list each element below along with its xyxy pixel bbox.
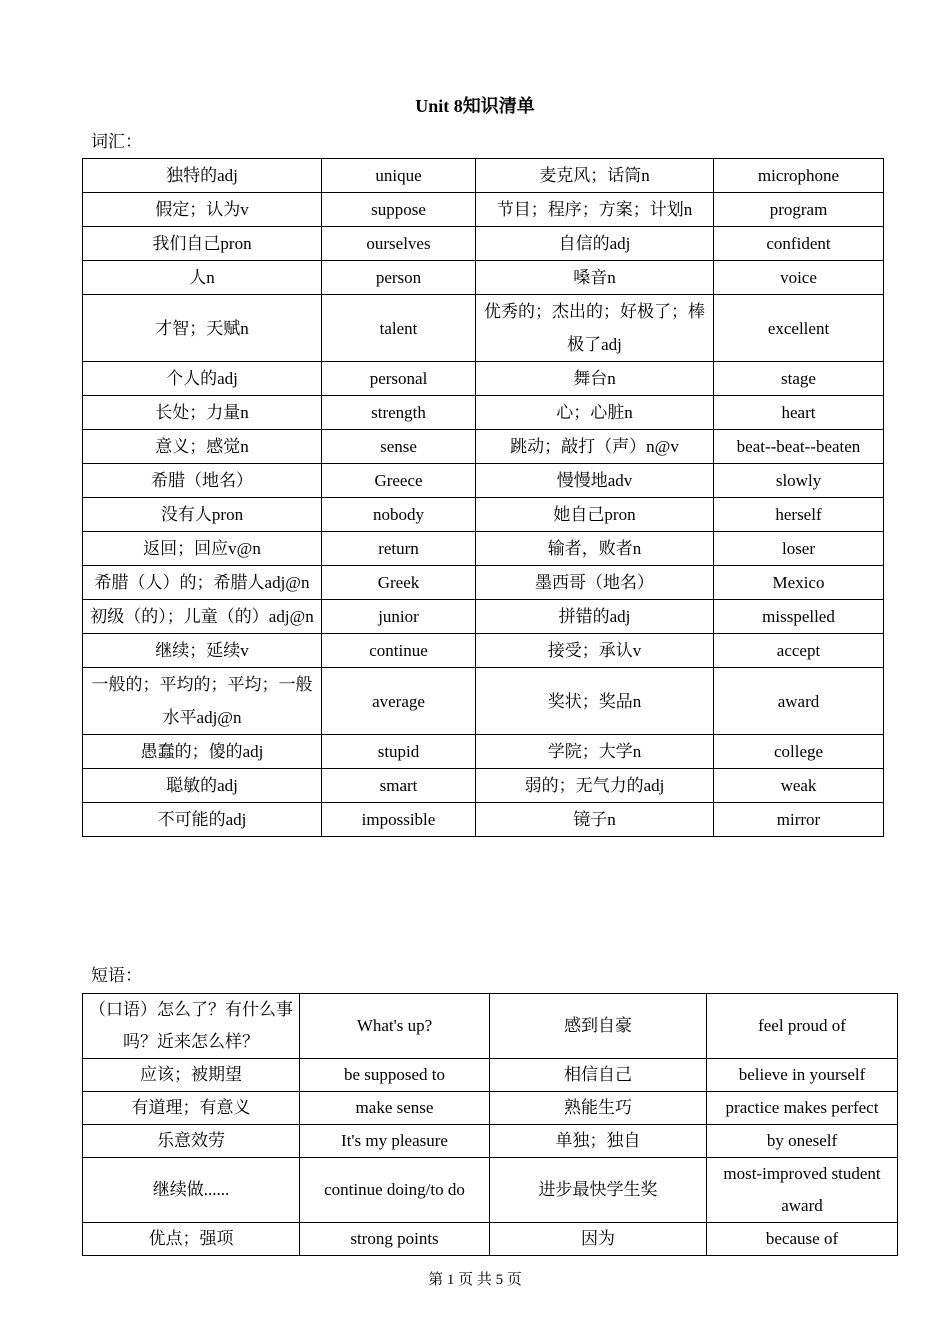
table-cell-cn-term: 乐意效劳: [83, 1125, 300, 1158]
table-cell-cn-term: 镜子n: [476, 803, 714, 837]
table-cell-cn-term: 自信的adj: [476, 227, 714, 261]
vocab-row: [83, 769, 884, 803]
table-cell-en-term: accept: [714, 634, 884, 668]
table-cell-cn-term: 返回；回应v@n: [83, 532, 322, 566]
table-cell-cn-term: 长处；力量n: [83, 396, 322, 430]
table-cell-en-term: be supposed to: [300, 1059, 490, 1092]
table-cell-en-term: What's up?: [300, 994, 490, 1059]
table-cell-en-term: Greece: [322, 464, 476, 498]
table-cell-en-term: ourselves: [322, 227, 476, 261]
vocab-row: [83, 464, 884, 498]
vocab-row: [83, 566, 884, 600]
table-cell-cn-term: 人n: [83, 261, 322, 295]
table-cell-en-term: college: [714, 735, 884, 769]
vocab-row: [83, 159, 884, 193]
table-cell-en-term: junior: [322, 600, 476, 634]
table-cell-en-term: believe in yourself: [707, 1059, 898, 1092]
table-cell-cn-term: 独特的adj: [83, 159, 322, 193]
table-cell-cn-term: 有道理；有意义: [83, 1092, 300, 1125]
table-cell-cn-term: 奖状；奖品n: [476, 668, 714, 735]
table-cell-cn-term: 慢慢地adv: [476, 464, 714, 498]
phrase-row: [83, 1158, 898, 1223]
vocab-row: [83, 498, 884, 532]
table-cell-cn-term: 熟能生巧: [490, 1092, 707, 1125]
page-title: Unit 8知识清单: [415, 96, 535, 116]
vocab-row: [83, 295, 884, 362]
table-cell-en-term: nobody: [322, 498, 476, 532]
vocab-row: [83, 227, 884, 261]
table-cell-en-term: excellent: [714, 295, 884, 362]
table-cell-en-term: program: [714, 193, 884, 227]
table-cell-en-term: suppose: [322, 193, 476, 227]
table-cell-en-term: confident: [714, 227, 884, 261]
table-cell-en-term: unique: [322, 159, 476, 193]
table-cell-en-term: personal: [322, 362, 476, 396]
vocab-section-label: 词汇：: [91, 132, 142, 151]
table-cell-en-term: misspelled: [714, 600, 884, 634]
table-cell-en-term: It's my pleasure: [300, 1125, 490, 1158]
phrase-row: [83, 1223, 898, 1256]
table-cell-en-term: Mexico: [714, 566, 884, 600]
table-cell-en-term: loser: [714, 532, 884, 566]
table-cell-en-term: impossible: [322, 803, 476, 837]
table-cell-cn-term: 优点；强项: [83, 1223, 300, 1256]
table-cell-cn-term: 意义；感觉n: [83, 430, 322, 464]
table-cell-en-term: strength: [322, 396, 476, 430]
table-cell-en-term: beat--beat--beaten: [714, 430, 884, 464]
table-cell-cn-term: 初级（的）；儿童（的）adj@n: [83, 600, 322, 634]
table-cell-en-term: because of: [707, 1223, 898, 1256]
table-cell-cn-term: 节目；程序；方案；计划n: [476, 193, 714, 227]
table-cell-cn-term: 聪敏的adj: [83, 769, 322, 803]
table-cell-cn-term: 不可能的adj: [83, 803, 322, 837]
table-cell-cn-term: 假定；认为v: [83, 193, 322, 227]
table-cell-en-term: smart: [322, 769, 476, 803]
table-cell-en-term: heart: [714, 396, 884, 430]
vocab-row: [83, 261, 884, 295]
table-cell-en-term: voice: [714, 261, 884, 295]
table-cell-en-term: strong points: [300, 1223, 490, 1256]
table-cell-cn-term: 弱的；无气力的adj: [476, 769, 714, 803]
vocab-row: [83, 396, 884, 430]
table-cell-cn-term: 她自己pron: [476, 498, 714, 532]
vocab-row: [83, 600, 884, 634]
table-cell-en-term: mirror: [714, 803, 884, 837]
table-cell-en-term: talent: [322, 295, 476, 362]
table-cell-en-term: award: [714, 668, 884, 735]
table-cell-cn-term: 继续做......: [83, 1158, 300, 1223]
page-footer: 第 1 页 共 5 页: [428, 1272, 522, 1288]
table-cell-en-term: practice makes perfect: [707, 1092, 898, 1125]
table-cell-en-term: microphone: [714, 159, 884, 193]
table-cell-en-term: sense: [322, 430, 476, 464]
table-cell-en-term: by oneself: [707, 1125, 898, 1158]
table-cell-cn-term: 个人的adj: [83, 362, 322, 396]
table-cell-en-term: person: [322, 261, 476, 295]
table-cell-en-term: Greek: [322, 566, 476, 600]
table-cell-cn-term: 希腊（地名）: [83, 464, 322, 498]
table-cell-cn-term: 墨西哥（地名）: [476, 566, 714, 600]
table-cell-en-term: feel proud of: [707, 994, 898, 1059]
table-cell-en-term: stupid: [322, 735, 476, 769]
table-cell-en-term: stage: [714, 362, 884, 396]
table-cell-cn-term: 我们自己pron: [83, 227, 322, 261]
table-cell-en-term: weak: [714, 769, 884, 803]
vocab-table: [82, 158, 884, 837]
vocab-row: [83, 668, 884, 735]
table-cell-cn-term: 麦克风；话筒n: [476, 159, 714, 193]
table-cell-cn-term: 因为: [490, 1223, 707, 1256]
table-cell-cn-term: 心；心脏n: [476, 396, 714, 430]
table-cell-cn-term: 接受；承认v: [476, 634, 714, 668]
vocab-row: [83, 803, 884, 837]
table-cell-en-term: continue: [322, 634, 476, 668]
phrase-row: [83, 1092, 898, 1125]
table-cell-cn-term: 跳动；敲打（声）n@v: [476, 430, 714, 464]
vocab-row: [83, 430, 884, 464]
phrase-row: [83, 1059, 898, 1092]
vocab-row: [83, 634, 884, 668]
table-cell-cn-term: 一般的；平均的；平均；一般水平adj@n: [83, 668, 322, 735]
table-cell-cn-term: 应该；被期望: [83, 1059, 300, 1092]
table-cell-cn-term: 拼错的adj: [476, 600, 714, 634]
table-cell-cn-term: 继续；延续v: [83, 634, 322, 668]
table-cell-cn-term: 单独；独自: [490, 1125, 707, 1158]
table-cell-cn-term: （口语）怎么了？有什么事吗？近来怎么样？: [83, 994, 300, 1059]
table-cell-en-term: herself: [714, 498, 884, 532]
table-cell-cn-term: 相信自己: [490, 1059, 707, 1092]
table-cell-cn-term: 进步最快学生奖: [490, 1158, 707, 1223]
table-cell-cn-term: 优秀的；杰出的；好极了；棒极了adj: [476, 295, 714, 362]
table-cell-cn-term: 才智；天赋n: [83, 295, 322, 362]
table-cell-cn-term: 嗓音n: [476, 261, 714, 295]
table-cell-en-term: most-improved student award: [707, 1158, 898, 1223]
phrase-row: [83, 1125, 898, 1158]
table-cell-en-term: make sense: [300, 1092, 490, 1125]
table-cell-cn-term: 输者，败者n: [476, 532, 714, 566]
phrase-row: [83, 994, 898, 1059]
phrase-table: [82, 993, 898, 1256]
table-cell-cn-term: 没有人pron: [83, 498, 322, 532]
table-cell-en-term: slowly: [714, 464, 884, 498]
table-cell-cn-term: 希腊（人）的；希腊人adj@n: [83, 566, 322, 600]
vocab-row: [83, 532, 884, 566]
table-cell-cn-term: 感到自豪: [490, 994, 707, 1059]
table-cell-cn-term: 舞台n: [476, 362, 714, 396]
vocab-row: [83, 193, 884, 227]
vocab-row: [83, 362, 884, 396]
table-cell-cn-term: 愚蠢的；傻的adj: [83, 735, 322, 769]
table-cell-en-term: return: [322, 532, 476, 566]
table-cell-en-term: continue doing/to do: [300, 1158, 490, 1223]
vocab-row: [83, 735, 884, 769]
table-cell-en-term: average: [322, 668, 476, 735]
table-cell-cn-term: 学院；大学n: [476, 735, 714, 769]
phrase-section-label: 短语：: [91, 966, 142, 985]
